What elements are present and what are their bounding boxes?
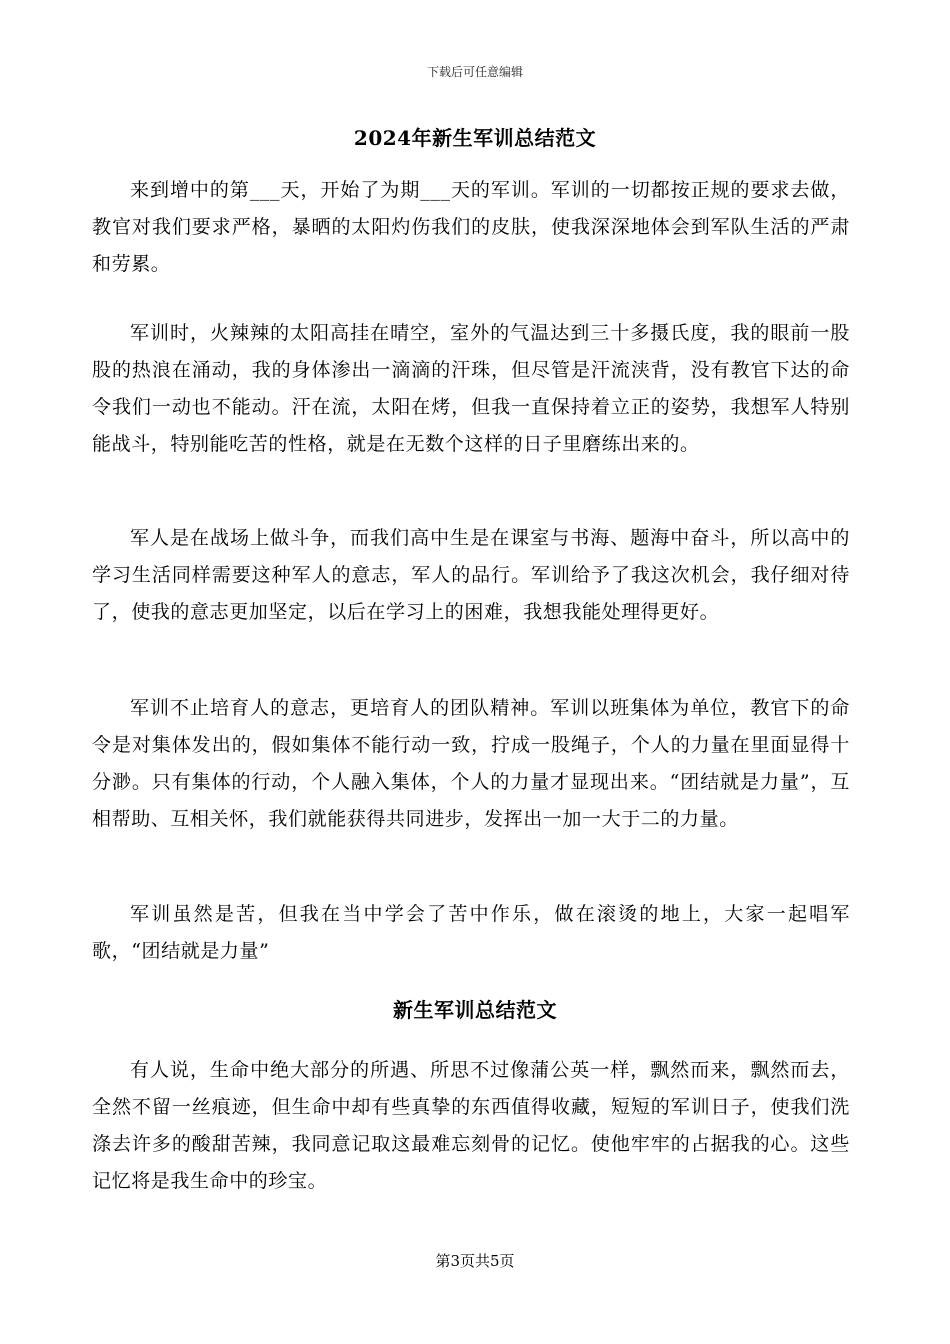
paragraph: 军人是在战场上做斗争，而我们高中生是在课室与书海、题海中奋斗，所以高中的学习生活同样需要这种军人的意志，军人的品行。军训给予了我这次机会，我仔细对待了，使我的意志更加坚定，以后在学习上的困难，我想我能处理得更好。	[92, 527, 850, 623]
paragraph: 军训不止培育人的意志，更培育人的团队精神。军训以班集体为单位，教官下的命令是对集体发出的，假如集体不能行动一致，拧成一股绳子，个人的力量在里面显得十分渺。只有集体的行动，个人融入集体，个人的力量才显现出来。“团结就是力量”，互相帮助、互相关怀，我们就能获得共同进步，发挥出一加一大于二的力量。	[92, 697, 850, 830]
section-title: 新生军训总结范文	[393, 998, 557, 1022]
page-number: 第3页共5页	[435, 1252, 515, 1270]
paragraph: 有人说，生命中绝大部分的所遇、所思不过像蒲公英一样，飘然而来，飘然而去，全然不留一丝痕迹，但生命中却有些真挚的东西值得收藏，短短的军训日子，使我们洗涤去许多的酸甜苦辣，我同意记取这最难忘刻骨的记忆。使他牢牢的占据我的心。这些记忆将是我生命中的珍宝。	[92, 1059, 850, 1192]
paragraph: 来到增中的第___天，开始了为期___天的军训。军训的一切都按正规的要求去做，教官对我们要求严格，暴晒的太阳灼伤我们的皮肤，使我深深地体会到军队生活的严肃和劳累。	[92, 179, 850, 275]
paragraph: 军训虽然是苦，但我在当中学会了苦中作乐，做在滚烫的地上，大家一起唱军歌，“团结就是力量”	[92, 903, 850, 962]
document-title: 2024年新生军训总结范文	[353, 126, 597, 150]
paragraph: 军训时，火辣辣的太阳高挂在晴空，室外的气温达到三十多摄氏度，我的眼前一股股的热浪在涌动，我的身体渗出一滴滴的汗珠，但尽管是汗流浃背，没有教官下达的命令我们一动也不能动。汗在流，太阳在烤，但我一直保持着立正的姿势，我想军人特别能战斗，特别能吃苦的性格，就是在无数个这样的日子里磨练出来的。	[92, 322, 850, 455]
page-header-note: 下载后可任意编辑	[426, 65, 523, 79]
